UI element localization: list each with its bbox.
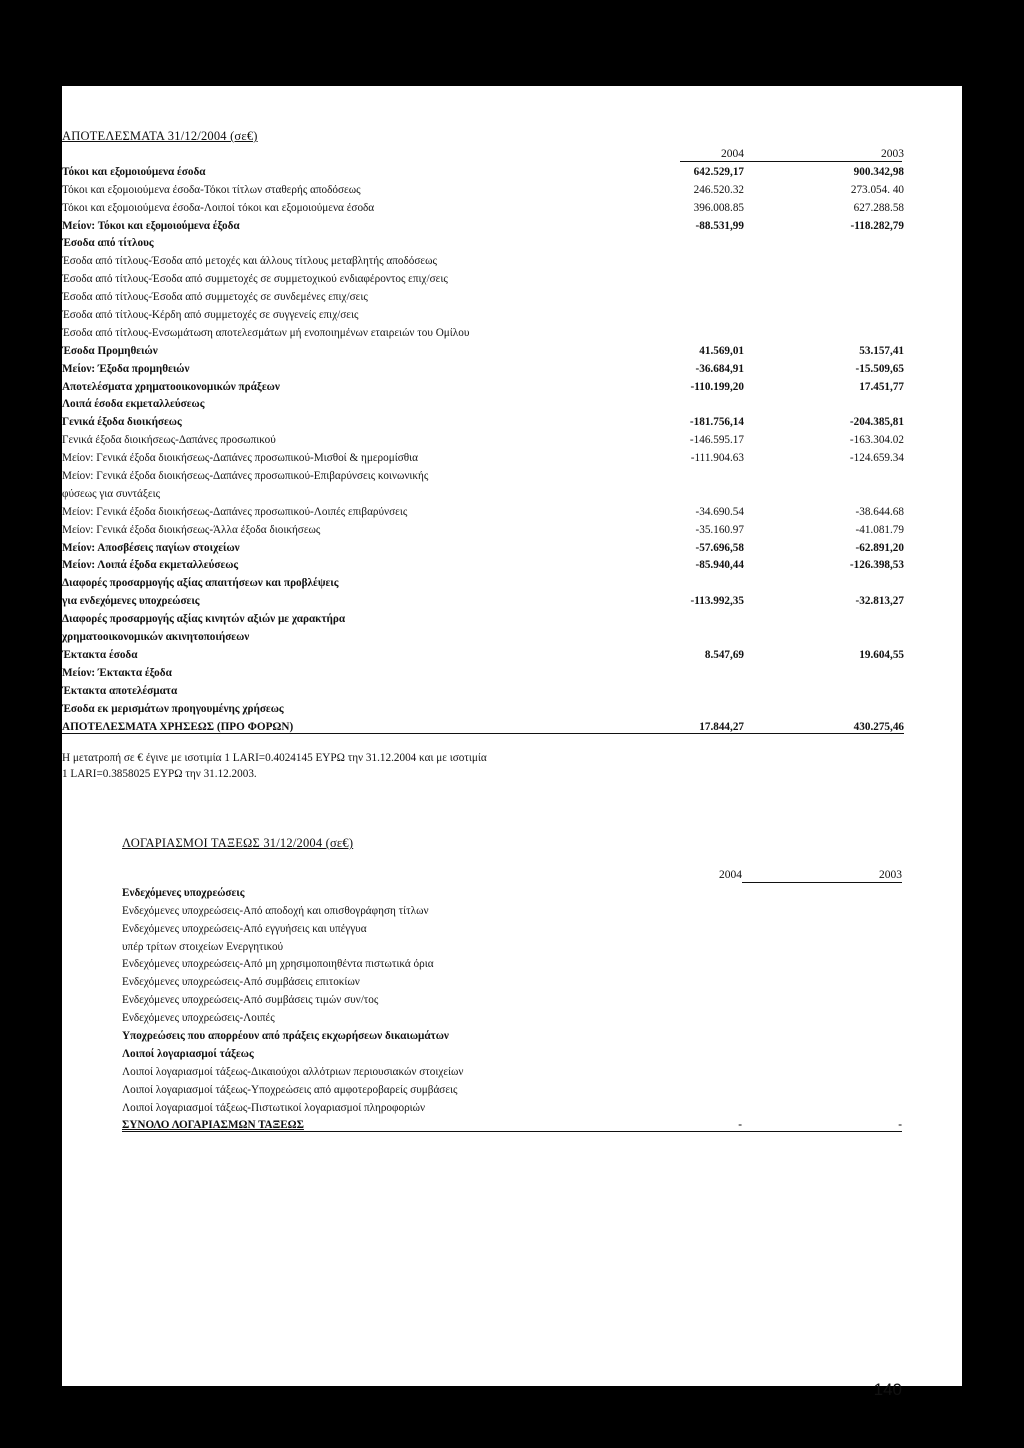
row-label: Υποχρεώσεις που απορρέουν από πράξεις εκχωρήσεων δικαιωμάτων [122,1030,449,1043]
row-label: Μείον: Γενικά έξοδα διοικήσεως-Δαπάνες προσωπικού-Επιβαρύνσεις κοινωνικής [62,470,429,483]
table-row [122,921,902,939]
table-row [122,992,902,1010]
value-2003: -15.509,65 [855,362,904,375]
table-row [62,665,904,683]
value-2004: -110.199,20 [690,380,744,393]
table-row [62,379,904,397]
table-row [62,253,904,271]
row-label: Ενδεχόμενες υποχρεώσεις-Από αποδοχή και οπισθογράφηση τίτλων [122,904,429,917]
table-row [62,218,904,236]
results-section [62,129,904,782]
column-2003: 2003 [881,148,904,160]
table-row [62,522,904,540]
row-label: Μείον: Τόκοι και εξομοιούμενα έξοδα [62,219,240,232]
header-rule [742,882,902,883]
table-row [122,885,902,903]
total-row [62,719,904,737]
section-title: ΛΟΓΑΡΙΑΣΜΟΙ ΤΑΞΕΩΣ 31/12/2004 (σε€) [122,836,354,850]
row-label: Ενδεχόμενες υποχρεώσεις-Από εγγυήσεις και υπέγγυα [122,922,367,935]
table-row [62,164,904,182]
row-label: Ενδεχόμενες υποχρεώσεις-Λοιπές [122,1012,275,1025]
table-row [62,432,904,450]
row-label: Έσοδα από τίτλους-Έσοδα από μετοχές και άλλους τίτλους μεταβλητής αποδόσεως [62,255,437,268]
table-row [62,396,904,414]
value-2003: -204.385,81 [849,416,904,429]
table-row [62,647,904,665]
total-2004: 17.844,27 [699,720,744,733]
row-label: Μείον: Γενικά έξοδα διοικήσεως-Δαπάνες προσωπικού-Λοιπές επιβαρύνσεις [62,505,408,518]
table-row [122,1082,902,1100]
row-label: Μείον: Έξοδα προμηθειών [62,362,190,375]
table-row [62,468,904,486]
row-label: Λοιποί λογαριασμοί τάξεως-Δικαιούχοι αλλότριων περιουσιακών στοιχείων [122,1065,464,1078]
value-2004: -88.531,99 [695,219,744,232]
value-2003: 627.288.58 [853,201,904,214]
column-header [62,146,904,164]
row-label: Λοιποί λογαριασμοί τάξεως [122,1047,254,1060]
row-label: Τόκοι και εξομοιούμενα έσοδα [62,165,206,178]
table-row [62,683,904,701]
row-label: Μείον: Αποσβέσεις παγίων στοιχείων [62,541,240,554]
row-label: Μείον: Γενικά έξοδα διοικήσεως-Δαπάνες προσωπικού-Μισθοί & ημερομίσθια [62,452,418,465]
table-row [62,540,904,558]
total-label: ΣΥΝΟΛΟ ΛΟΓΑΡΙΑΣΜΩΝ ΤΑΞΕΩΣ [122,1119,304,1132]
row-label: Αποτελέσματα χρηματοοικονομικών πράξεων [62,380,280,393]
table-row [62,182,904,200]
value-2003: -32.813,27 [855,595,904,608]
value-2003: 53.157,41 [859,344,904,357]
row-label: Διαφορές προσαρμογής αξίας κινητών αξιών με χαρακτήρα [62,613,346,626]
row-label: Έσοδα από τίτλους [62,237,154,250]
table-row [62,701,904,719]
value-2003: 19.604,55 [859,648,904,661]
table-row [62,271,904,289]
value-2004: -36.684,91 [695,362,744,375]
currency-note-2: 1 LARI=0.3858025 ΕΥΡΩ την 31.12.2003. [62,768,257,781]
section-title: ΑΠΟΤΕΛΕΣΜΑΤΑ 31/12/2004 (σε€) [62,129,258,143]
table-row [62,289,904,307]
row-label: Τόκοι και εξομοιούμενα έσοδα-Τόκοι τίτλων σταθερής αποδόσεως [62,183,361,196]
row-label: Ενδεχόμενες υποχρεώσεις-Από συμβάσεις επιτοκίων [122,976,360,989]
column-2004: 2004 [721,148,744,160]
off-balance-rows [122,885,902,1118]
value-2003: -62.891,20 [855,541,904,554]
table-row [122,956,902,974]
column-header [122,867,902,885]
total-underline [62,733,904,734]
row-label: Ενδεχόμενες υποχρεώσεις [122,886,245,899]
table-row [62,504,904,522]
row-label: για ενδεχόμενες υποχρεώσεις [62,595,200,608]
table-row [62,235,904,253]
row-label: Μείον: Λοιπά έξοδα εκμεταλλεύσεως [62,559,239,572]
header-rule [680,161,902,162]
table-row [122,1010,902,1028]
value-2004: 642.529,17 [693,165,744,178]
total-underline [122,1131,902,1132]
row-label: Έσοδα από τίτλους-Κέρδη από συμμετοχές σε συγγενείς επιχ/σεις [62,309,359,322]
value-2003: -124.659.34 [849,452,904,465]
row-label: Έκτακτα έσοδα [62,648,138,661]
table-row [62,593,904,611]
value-2003: -38.644.68 [855,505,904,518]
total-2004: - [738,1119,742,1132]
table-row [62,307,904,325]
row-label: Λοιποί λογαριασμοί τάξεως-Υποχρεώσεις από αμφοτεροβαρείς συμβάσεις [122,1083,458,1096]
row-label: Έσοδα από τίτλους-Έσοδα από συμμετοχές σε συνδεμένες επιχ/σεις [62,291,368,304]
table-row [122,1100,902,1118]
page-number: 140 [873,1380,902,1399]
column-2003: 2003 [879,869,902,881]
value-2004: -146.595.17 [689,434,744,447]
row-label: Έσοδα από τίτλους-Έσοδα από συμμετοχές σε συμμετοχικού ενδιαφέροντος επιχ/σεις [62,273,448,286]
row-label: Ενδεχόμενες υποχρεώσεις-Από μη χρησιμοποιηθέντα πιστωτικά όρια [122,958,434,971]
row-label: Λοιποί λογαριασμοί τάξεως-Πιστωτικοί λογαριασμοί πληροφοριών [122,1101,426,1114]
table-row [62,343,904,361]
value-2004: 41.569,01 [699,344,744,357]
table-row [122,974,902,992]
table-row [62,575,904,593]
row-label: Έσοδα εκ μερισμάτων προηγουμένης χρήσεως [62,702,284,715]
value-2003: 17.451,77 [859,380,904,393]
value-2004: 246.520.32 [693,183,744,196]
value-2003: 273.054. 40 [850,183,904,196]
row-label: Έκτακτα αποτελέσματα [62,684,178,697]
total-row [122,1117,902,1135]
total-2003: 430.275,46 [853,720,904,733]
row-label: Έσοδα Προμηθειών [62,344,158,357]
row-label: φύσεως για συντάξεις [62,487,161,500]
column-2004: 2004 [719,869,742,881]
table-row [62,361,904,379]
table-row [62,611,904,629]
row-label: Έσοδα από τίτλους-Ενσωμάτωση αποτελεσμάτων μή ενοποιημένων εταιρειών του Ομίλου [62,326,470,339]
value-2004: -35.160.97 [695,523,744,536]
value-2004: -113.992,35 [690,595,744,608]
value-2004: -57.696,58 [695,541,744,554]
row-label: χρηματοοικονομικών ακινητοποιήσεων [62,631,250,644]
table-row [122,903,902,921]
row-label: Λοιπά έσοδα εκμεταλλεύσεως [62,398,205,411]
table-row [122,1064,902,1082]
value-2004: 396.008.85 [693,201,744,214]
value-2004: -111.904.63 [690,452,744,465]
off-balance-section [122,836,902,1135]
table-row [122,939,902,957]
table-row [122,1046,902,1064]
value-2003: -41.081.79 [855,523,904,536]
table-row [62,325,904,343]
row-label: Μείον: Έκτακτα έξοδα [62,666,172,679]
value-2004: -85.940,44 [695,559,744,572]
value-2003: -118.282,79 [850,219,904,232]
row-label: Γενικά έξοδα διοικήσεως-Δαπάνες προσωπικού [62,434,276,447]
value-2004: 8.547,69 [704,648,744,661]
table-row [62,414,904,432]
value-2004: -34.690.54 [695,505,744,518]
results-rows [62,164,904,719]
table-row [62,486,904,504]
row-label: Γενικά έξοδα διοικήσεως [62,416,182,429]
table-row [122,1028,902,1046]
value-2003: -126.398,53 [849,559,904,572]
total-2003: - [898,1119,902,1132]
row-label: Τόκοι και εξομοιούμενα έσοδα-Λοιποί τόκοι και εξομοιούμενα έσοδα [62,201,375,214]
currency-note-1: Η μετατροπή σε € έγινε με ισοτιμία 1 LARI=0.4024145 ΕΥΡΩ την 31.12.2004 και με ισοτιμία [62,752,487,765]
value-2003: -163.304.02 [849,434,904,447]
table-row [62,629,904,647]
row-label: Μείον: Γενικά έξοδα διοικήσεως-Άλλα έξοδα διοικήσεως [62,523,321,536]
row-label: Ενδεχόμενες υποχρεώσεις-Από συμβάσεις τιμών συν/τος [122,994,379,1007]
value-2003: 900.342,98 [853,165,904,178]
table-row [62,200,904,218]
total-label: ΑΠΟΤΕΛΕΣΜΑΤΑ ΧΡΗΣΕΩΣ (ΠΡΟ ΦΟΡΩΝ) [62,720,294,733]
row-label: υπέρ τρίτων στοιχείων Ενεργητικού [122,940,284,953]
table-row [62,557,904,575]
row-label: Διαφορές προσαρμογής αξίας απαιτήσεων και προβλέψεις [62,577,339,590]
value-2004: -181.756,14 [689,416,744,429]
table-row [62,450,904,468]
